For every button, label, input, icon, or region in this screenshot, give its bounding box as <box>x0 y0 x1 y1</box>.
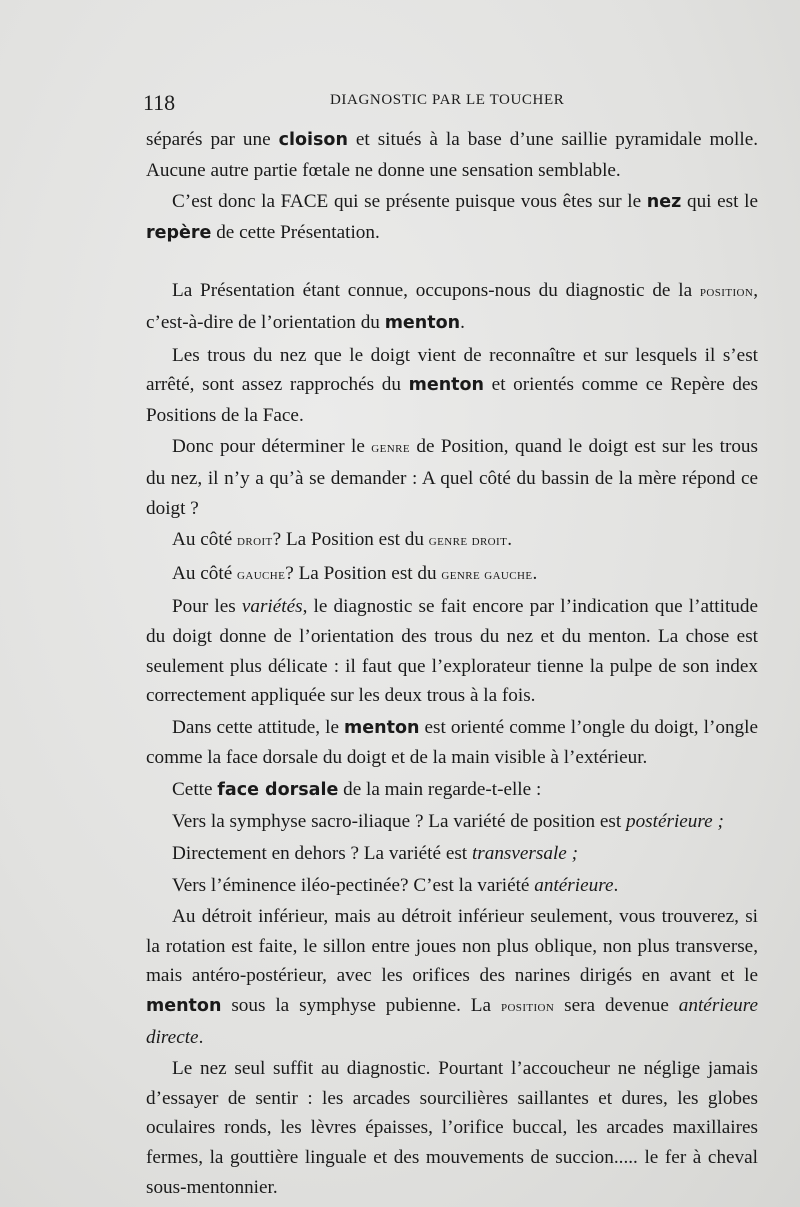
small-caps-term: position <box>699 284 754 301</box>
bold-term: menton <box>344 717 420 738</box>
text-run: Donc pour déterminer le <box>172 436 372 458</box>
paragraph-11 <box>146 807 758 837</box>
running-title: DIAGNOSTIC PAR LE TOUCHER <box>330 92 565 108</box>
text-run: sous la symphyse pubienne. La <box>221 995 501 1017</box>
small-caps-term: genre droit <box>428 533 508 550</box>
italic-term: variétés <box>241 596 303 618</box>
text-run: Au détroit inférieur, mais au détroit inférieur seulement, vous trouverez, si la rotation est faite, le sillon entre joues non plus oblique, non plus transverse, mais antéro-postérieur, avec les orifices des narines dirigés en avant et le <box>146 906 758 987</box>
text-run: ? La Position est du <box>272 529 429 551</box>
paragraph-4 <box>146 341 758 431</box>
text-run: Vers l’éminence iléo-pectinée? C’est la variété <box>172 874 535 896</box>
text-run: est orienté comme l’ongle du doigt, l’ongle comme la face dorsale du doigt et de la main visible à l’extérieur. <box>146 716 758 769</box>
paragraph-1 <box>146 125 758 185</box>
text-run: . <box>507 529 512 551</box>
bold-term: repère <box>146 222 212 243</box>
paragraph-15 <box>146 1054 758 1202</box>
text-run: Vers la symphyse sacro-iliaque ? La variété de position est <box>172 811 626 833</box>
paragraph-3 <box>146 276 758 338</box>
text-run: , le diagnostic se fait encore par l’indication que l’attitude du doigt donne de l’orientation des trous du nez et du menton. La chose est seulement plus délicate : il faut que l’explorateur tienne la pulpe de son index correctement appliquée sur les deux trous à la fois. <box>146 596 759 707</box>
body-text <box>146 125 758 1202</box>
text-run: Directement en dehors ? La variété est <box>172 843 472 865</box>
bold-term: menton <box>384 312 461 333</box>
small-caps-term: genre <box>371 440 410 457</box>
text-run: Cette <box>172 778 218 800</box>
text-run: ? La Position est du <box>285 562 442 584</box>
text-run: Les trous du nez que le doigt vient de reconnaître et sur lesquels il s’est arrêté, sont assez rapprochés du <box>146 344 758 396</box>
bold-term: nez <box>646 192 682 213</box>
text-run: et orientés comme ce Repère des Positions de la Face. <box>146 374 758 426</box>
paragraph-8 <box>146 592 758 710</box>
text-run: , c’est-à-dire de l’orientation du <box>146 280 758 333</box>
paragraph-7 <box>146 559 758 591</box>
paragraph-13 <box>146 871 758 901</box>
page-number: 118 <box>143 90 176 115</box>
text-run: La Présentation étant connue, occupons-nous du diagnostic de la <box>172 280 700 302</box>
italic-term: antérieure <box>534 874 614 896</box>
text-run: Pour les <box>172 596 242 618</box>
paragraph-2 <box>146 187 758 248</box>
paragraph-6 <box>146 525 758 557</box>
text-run: de la main regarde-t-elle : <box>338 778 542 800</box>
text-run: . <box>198 1026 204 1048</box>
text-run: Dans cette attitude, le <box>172 716 345 738</box>
text-run: . <box>532 562 538 584</box>
text-run: Le nez seul suffit au diagnostic. Pourtant l’accoucheur ne néglige jamais d’essayer de sentir : les arcades sourcilières saillantes et dures, les globes oculaires ronds, les lèvres épaisses, l’orifice buccal, les arcades maxillaires fermes, la gouttière linguale et des mouvements de succion..... le fer à cheval sous-mentonnier. <box>146 1058 758 1198</box>
text-run: sera devenue <box>554 995 679 1017</box>
bold-term: menton <box>146 996 222 1017</box>
bold-term: face dorsale <box>217 779 339 800</box>
text-run: Au côté <box>172 529 238 551</box>
text-run: C’est donc la FACE qui se présente puisque vous êtes sur le <box>172 191 647 213</box>
small-caps-term: gauche <box>237 566 286 583</box>
italic-term: antérieure directe <box>146 995 758 1048</box>
text-run: et situés à la base d’une saillie pyramidale molle. Aucune autre partie fœtale ne donne une sensation semblable. <box>146 129 759 181</box>
paragraph-9 <box>146 713 758 773</box>
text-run: . <box>613 874 619 896</box>
bold-term: menton <box>408 375 485 396</box>
text-run: qui est le <box>681 191 758 213</box>
text-run: séparés par une <box>146 129 279 150</box>
text-run: de Position, quand le doigt est sur les trous du nez, il n’y a qu’à se demander : A quel côté du bassin de la mère répond ce doigt ? <box>146 436 758 519</box>
text-run: . <box>460 311 465 333</box>
italic-term: postérieure ; <box>625 811 724 833</box>
small-caps-term: genre gauche <box>441 566 533 583</box>
text-run: Au côté <box>172 562 238 584</box>
small-caps-term: position <box>500 999 555 1016</box>
page-header <box>143 88 751 118</box>
paragraph-10 <box>146 775 758 806</box>
paragraph-5 <box>146 432 758 523</box>
text-run: de cette Présentation. <box>211 221 380 243</box>
italic-term: transversale ; <box>471 843 578 865</box>
paragraph-14 <box>146 902 758 1052</box>
small-caps-term: droit <box>237 533 273 550</box>
paragraph-12 <box>146 839 758 869</box>
bold-term: cloison <box>278 130 348 150</box>
